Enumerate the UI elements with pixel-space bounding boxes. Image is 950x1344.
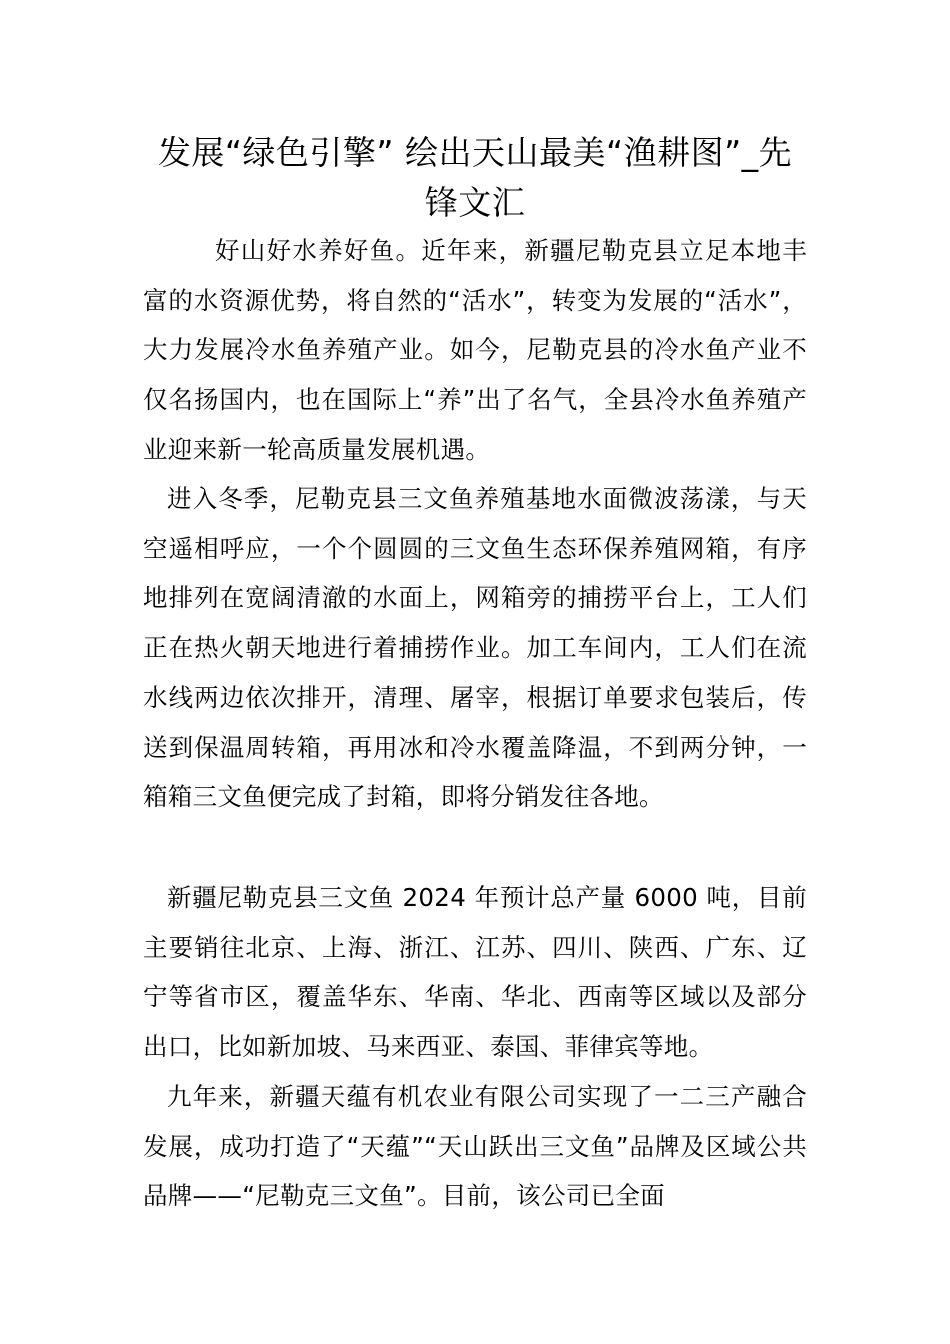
document-title: 发展“绿色引擎” 绘出天山最美“渔耕图”_先锋文汇 — [157, 133, 793, 222]
paragraph: 进入冬季，尼勒克县三文鱼养殖基地水面微波荡漾，与天空遥相呼应，一个个圆圆的三文鱼生态环保养殖网箱，有序地排列在宽阔清澈的水面上，网箱旁的捕捞平台上，工人们正在热火朝天地进行着捕捞作业。加工车间内，工人们在流水线两边依次排开，清理、屠宰，根据订单要求包装后，传送到保温周转箱，再用冰和冷水覆盖降温，不到两分钟，一箱箱三文鱼便完成了封箱，即将分销发往各地。 — [143, 484, 807, 812]
paragraph: 九年来，新疆天蕴有机农业有限公司实现了一二三产融合发展，成功打造了“天蕴”“天山跃出三文鱼”品牌及区域公共品牌——“尼勒克三文鱼”。目前，该公司已全面 — [143, 1082, 807, 1211]
paragraph: 新疆尼勒克县三文鱼 2024 年预计总产量 6000 吨，目前主要销往北京、上海、浙江、江苏、四川、陕西、广东、辽宁等省市区，覆盖华东、华南、华北、西南等区域以及部分出口，比如新加坡、马来西亚、泰国、菲律宾等地。 — [143, 883, 807, 1062]
paragraph: 好山好水养好鱼。近年来，新疆尼勒克县立足本地丰富的水资源优势，将自然的“活水”，转变为发展的“活水”，大力发展冷水鱼养殖产业。如今，尼勒克县的冷水鱼产业不仅名扬国内，也在国际上“养”出了名气，全县冷水鱼养殖产业迎来新一轮高质量发展机遇。 — [143, 236, 807, 464]
